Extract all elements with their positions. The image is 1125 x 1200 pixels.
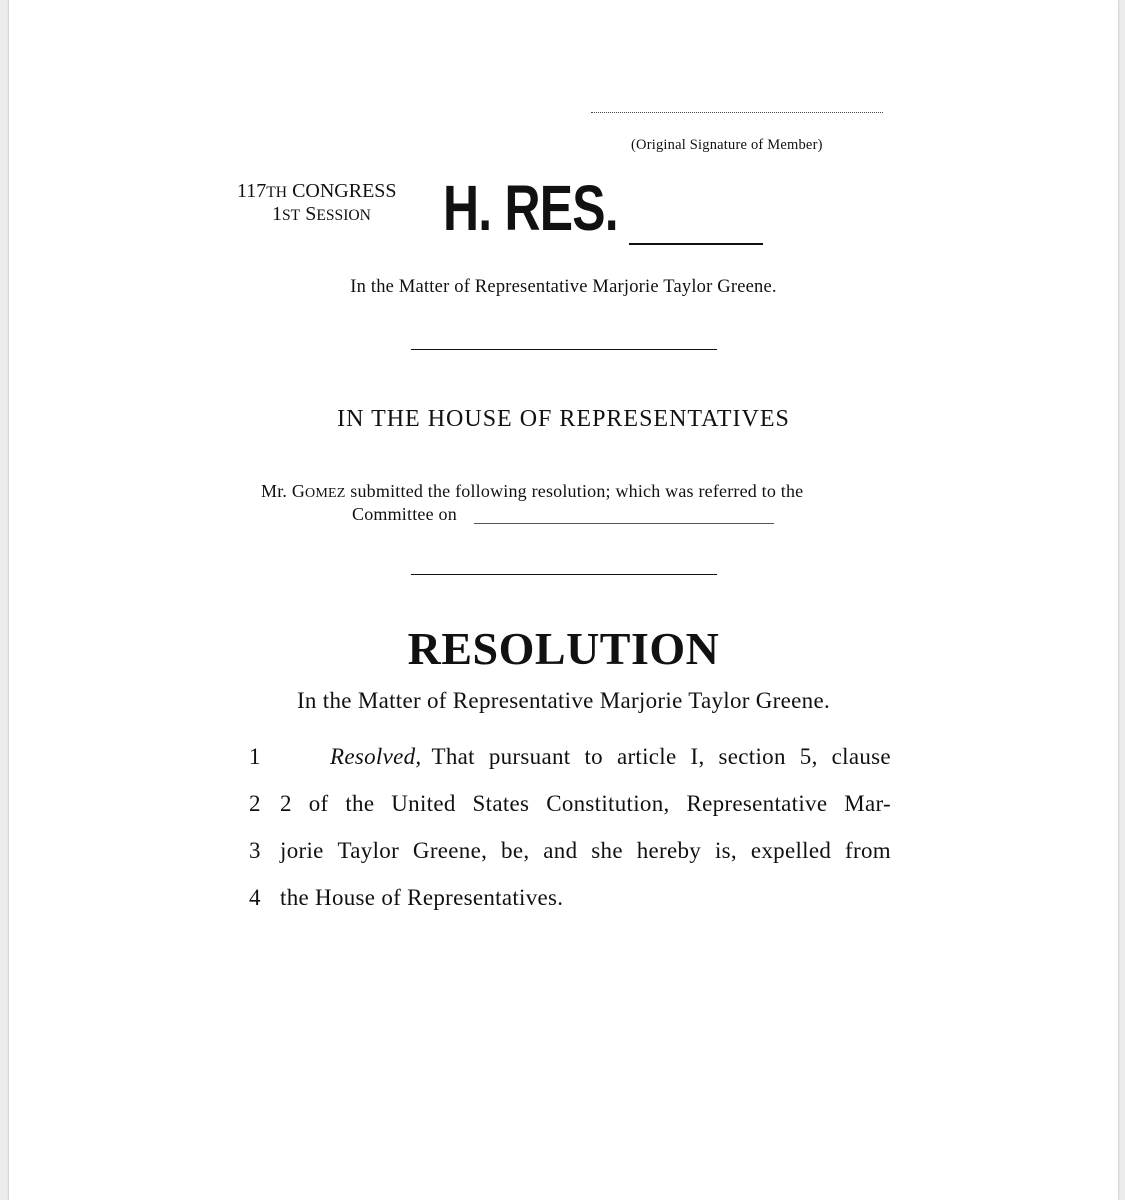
submission-text: submitted the following resolution; which was referred to the [350, 481, 804, 501]
word: 2 [280, 791, 292, 816]
word: Greene, [412, 838, 488, 863]
word: is, [714, 838, 737, 863]
word: section [718, 744, 786, 769]
session-rest: ESSION [316, 207, 371, 224]
resolution-line [330, 744, 891, 770]
matter-subtitle: In the Matter of Representative Marjorie Taylor Greene. [350, 277, 777, 297]
congress-suffix: TH [266, 184, 288, 201]
word: and [543, 838, 578, 863]
word: to [584, 744, 603, 769]
line-text [431, 744, 891, 770]
session-label [272, 203, 371, 227]
word: States [472, 791, 530, 816]
line-text [280, 791, 891, 817]
line-number: 2 [249, 791, 261, 816]
word: Representative [686, 791, 828, 816]
word: clause [831, 744, 891, 769]
word: Taylor [337, 838, 400, 863]
submission-line [261, 481, 803, 502]
sponsor-title: Mr. [261, 481, 288, 501]
signature-line [591, 112, 883, 113]
word: 5, [799, 744, 818, 769]
word: That [431, 744, 475, 769]
line-number: 4 [249, 885, 261, 910]
bill-type: H. RES. [443, 172, 618, 244]
word: United [391, 791, 456, 816]
session-number: 1 [272, 203, 282, 225]
document-page [8, 0, 1119, 1200]
signature-caption: (Original Signature of Member) [631, 137, 823, 153]
word: Mar- [844, 791, 891, 816]
word: jorie [280, 838, 324, 863]
bill-number-blank [629, 243, 763, 245]
word: pursuant [488, 744, 571, 769]
word: I, [690, 744, 705, 769]
line-text: the House of Representatives. [280, 885, 564, 910]
word: article [616, 744, 677, 769]
congress-number: 117 [237, 180, 267, 202]
word: she [591, 838, 623, 863]
word: the [345, 791, 375, 816]
divider-rule [411, 349, 717, 350]
resolution-line [280, 791, 891, 817]
resolution-line [280, 838, 891, 864]
line-text [280, 838, 891, 864]
line-number: 3 [249, 838, 261, 863]
divider-rule [411, 574, 717, 575]
sponsor-initial: G [291, 481, 306, 501]
resolution-title: In the Matter of Representative Marjorie Taylor Greene. [296, 688, 831, 713]
word: Constitution, [546, 791, 670, 816]
resolved-lead: Resolved, [330, 744, 422, 769]
resolution-line [280, 885, 563, 911]
word: of [308, 791, 329, 816]
resolution-heading: RESOLUTION [407, 623, 720, 674]
committee-label: Committee on [352, 504, 457, 524]
sponsor-rest: OMEZ [305, 485, 346, 501]
word: expelled [750, 838, 832, 863]
congress-word: CONGRESS [292, 180, 397, 202]
house-heading: IN THE HOUSE OF REPRESENTATIVES [337, 406, 790, 432]
session-suffix: ST [282, 207, 301, 224]
word: from [845, 838, 891, 863]
committee-blank [474, 523, 774, 524]
session-initial: S [305, 203, 317, 225]
word: hereby [636, 838, 702, 863]
congress-label [237, 180, 397, 204]
line-number: 1 [249, 744, 261, 769]
word: be, [501, 838, 530, 863]
